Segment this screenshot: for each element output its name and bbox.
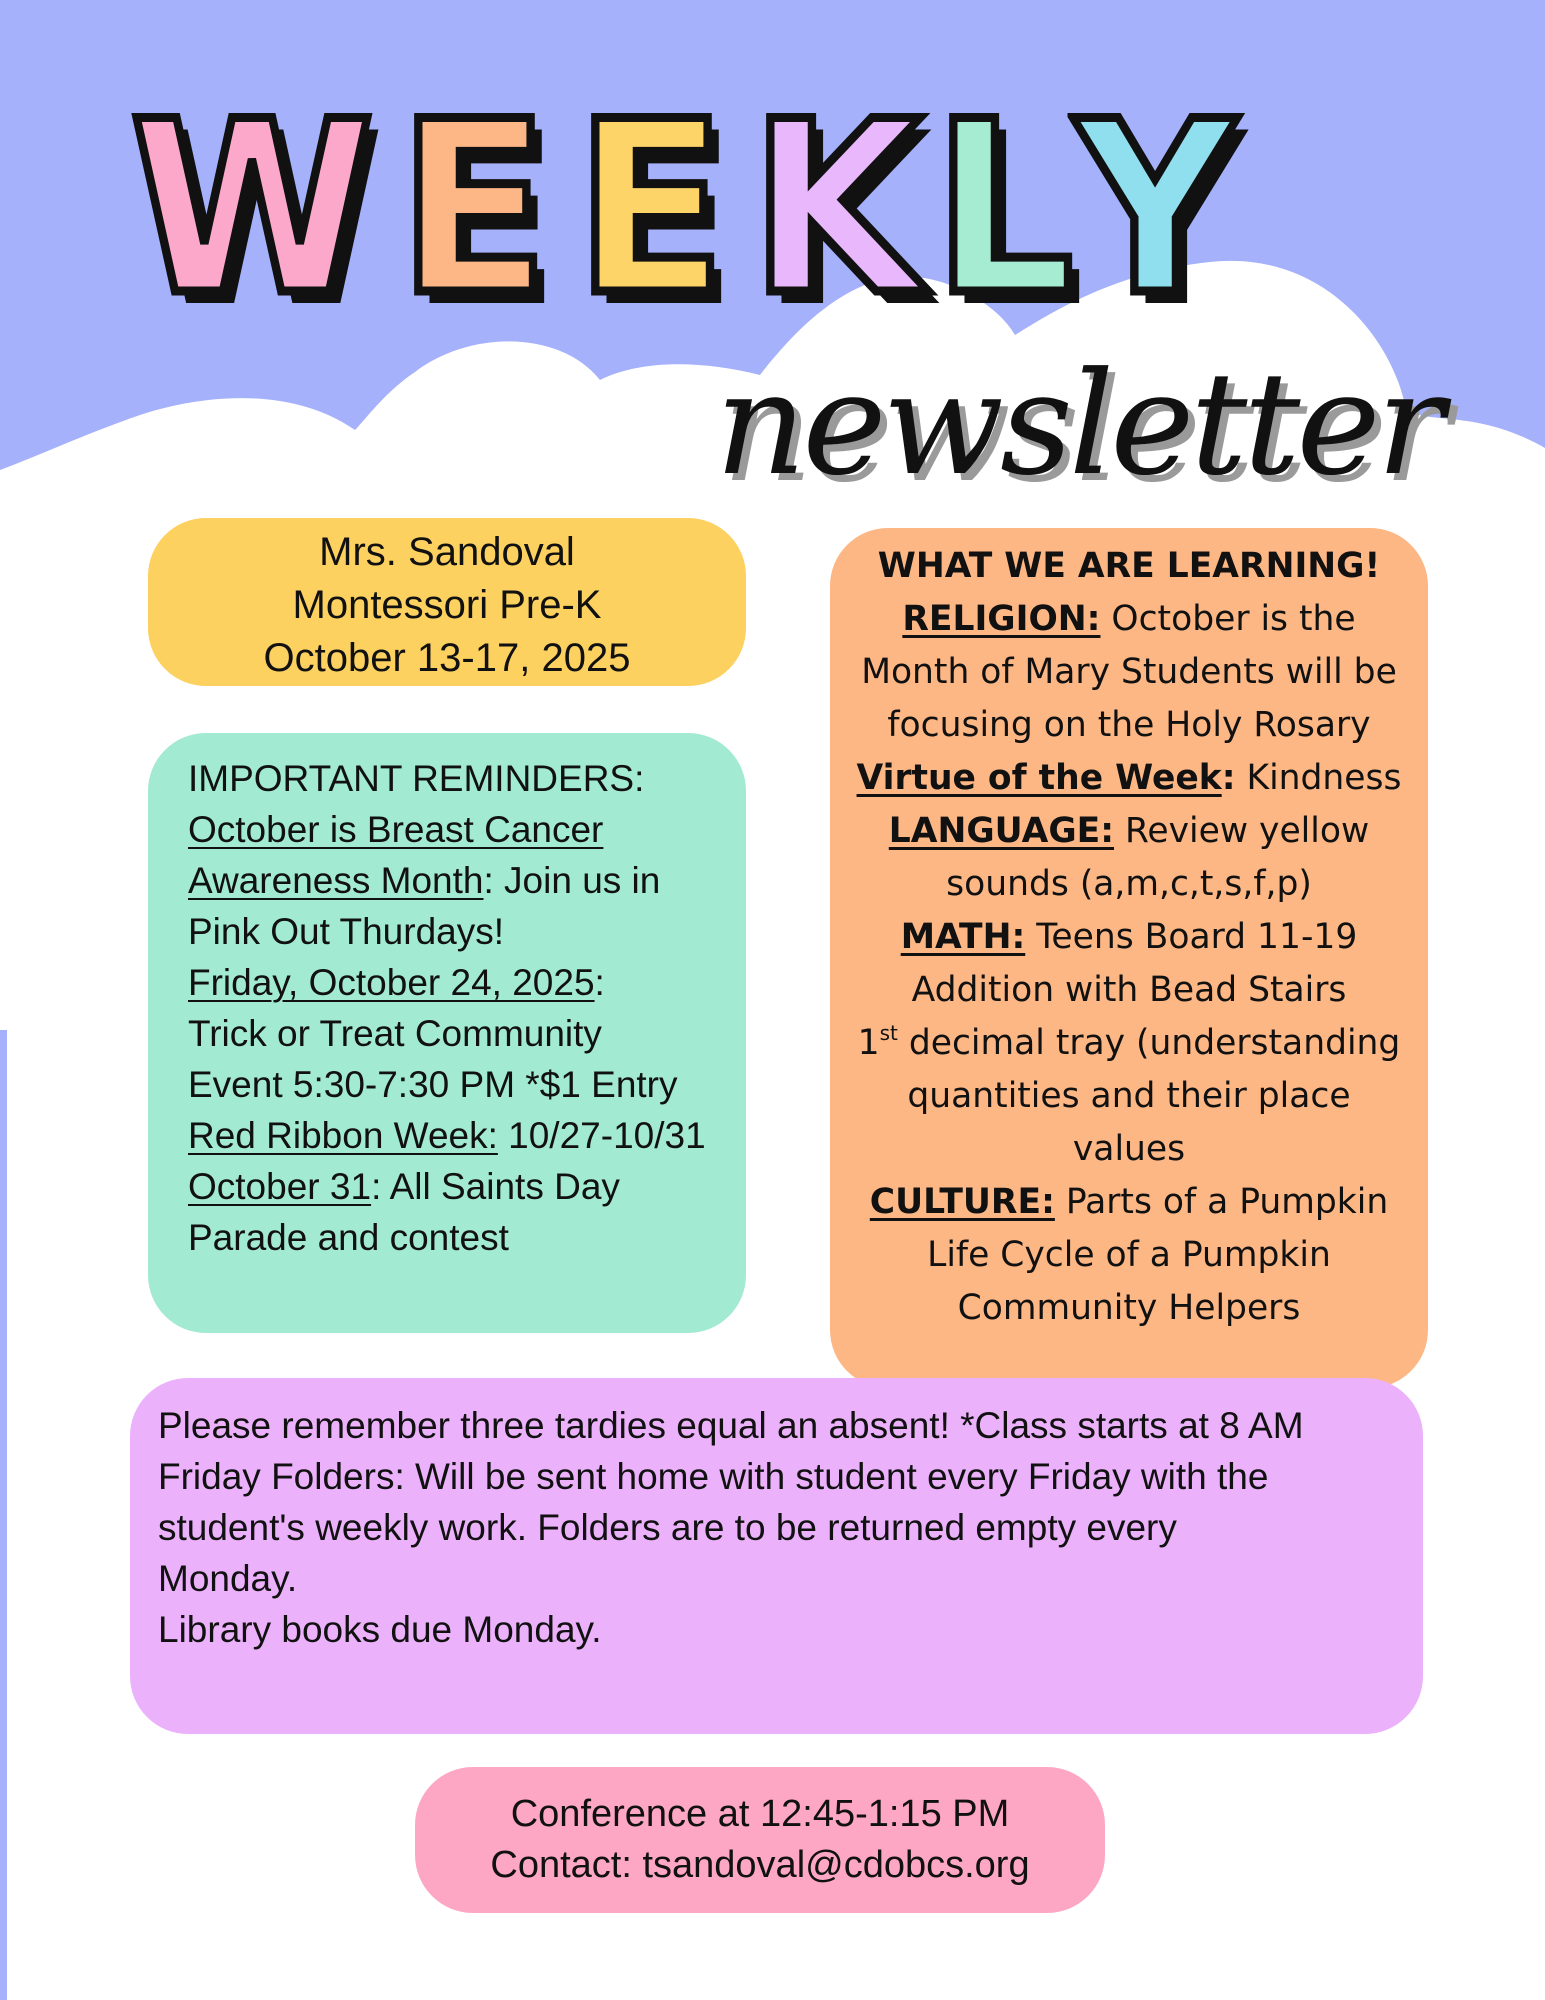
virtue-line: Virtue of the Week: Kindness: [856, 758, 1402, 798]
weekly-title: [130, 71, 1236, 348]
reminder-line: [188, 855, 746, 906]
title-letter-e1: E: [398, 71, 550, 348]
reminder-text: : Join us in: [483, 860, 661, 901]
math-line: values: [1072, 1129, 1186, 1169]
week-dates: October 13-17, 2025: [263, 636, 631, 680]
reminder-line: [188, 957, 746, 1008]
reminder-label: October 31: [188, 1166, 372, 1207]
title-letter-l: L: [933, 71, 1075, 348]
notes-line: Please remember three tardies equal an absent! *Class starts at 8 AM: [158, 1405, 1304, 1446]
notes-line: student's weekly work. Folders are to be returned empty every: [158, 1507, 1177, 1548]
notes-line: Library books due Monday.: [158, 1609, 602, 1650]
reminder-line: Pink Out Thurdays!: [188, 911, 505, 952]
conference-time: Conference at 12:45-1:15 PM: [510, 1793, 1010, 1835]
math-line: MATH: Teens Board 11-19: [900, 917, 1358, 957]
language-line: LANGUAGE: Review yellow: [888, 811, 1370, 851]
math-line: Addition with Bead Stairs: [911, 970, 1347, 1010]
language-label: LANGUAGE:: [888, 811, 1115, 851]
reminders-heading: IMPORTANT REMINDERS:: [188, 758, 645, 799]
title-letter-k: K: [750, 71, 922, 348]
newsletter-subtitle: newsletter: [715, 342, 1441, 507]
reminder-text: 10/27-10/31: [497, 1115, 706, 1156]
notes-line: Friday Folders: Will be sent home with student every Friday with the: [158, 1456, 1269, 1497]
reminder-line: Event 5:30-7:30 PM *$1 Entry: [188, 1064, 678, 1105]
reminder-line: [188, 804, 746, 855]
class-name: Montessori Pre-K: [292, 583, 602, 627]
title-letter-w: W: [130, 71, 375, 348]
title-letter-e2: E: [575, 71, 727, 348]
teacher-name: Mrs. Sandoval: [319, 530, 575, 574]
reminder-line: Trick or Treat Community: [188, 1013, 602, 1054]
reminder-line: Parade and contest: [188, 1217, 509, 1258]
notes-line: Monday.: [158, 1558, 298, 1599]
reminder-label: Red Ribbon Week:: [188, 1115, 498, 1156]
religion-line: focusing on the Holy Rosary: [887, 705, 1371, 745]
reminder-label: Friday, October 24, 2025: [188, 962, 595, 1003]
religion-line: RELIGION: October is the: [902, 599, 1356, 639]
reminders-box: [148, 733, 746, 1333]
title-letter-y: Y: [1075, 71, 1236, 348]
religion-line: Month of Mary Students will be: [861, 652, 1397, 692]
math-line: 1st decimal tray (understanding: [857, 1021, 1401, 1063]
culture-line: Community Helpers: [957, 1288, 1301, 1328]
culture-line: CULTURE: Parts of a Pumpkin: [869, 1182, 1389, 1222]
reminder-text: : All Saints Day: [371, 1166, 620, 1207]
reminder-label: Awareness Month: [188, 860, 484, 901]
math-label: MATH:: [900, 917, 1026, 957]
learning-heading: WHAT WE ARE LEARNING!: [877, 546, 1381, 586]
culture-line: Life Cycle of a Pumpkin: [927, 1235, 1331, 1275]
language-line: sounds (a,m,c,t,s,f,p): [946, 864, 1312, 904]
learning-box: [830, 528, 1428, 1388]
reminder-text: :: [594, 962, 605, 1003]
contact-box: [415, 1767, 1105, 1913]
reminder-label: October is Breast Cancer: [188, 809, 604, 850]
math-line: quantities and their place: [907, 1076, 1351, 1116]
notes-box: [130, 1378, 1423, 1734]
reminder-line: [188, 1161, 746, 1212]
contact-email: Contact: tsandoval@cdobcs.org: [490, 1844, 1030, 1886]
culture-label: CULTURE:: [869, 1182, 1055, 1222]
reminder-line: [188, 1110, 746, 1161]
teacher-info-box: [148, 518, 746, 686]
religion-label: RELIGION:: [902, 599, 1101, 639]
virtue-label: Virtue of the Week: [856, 758, 1222, 798]
